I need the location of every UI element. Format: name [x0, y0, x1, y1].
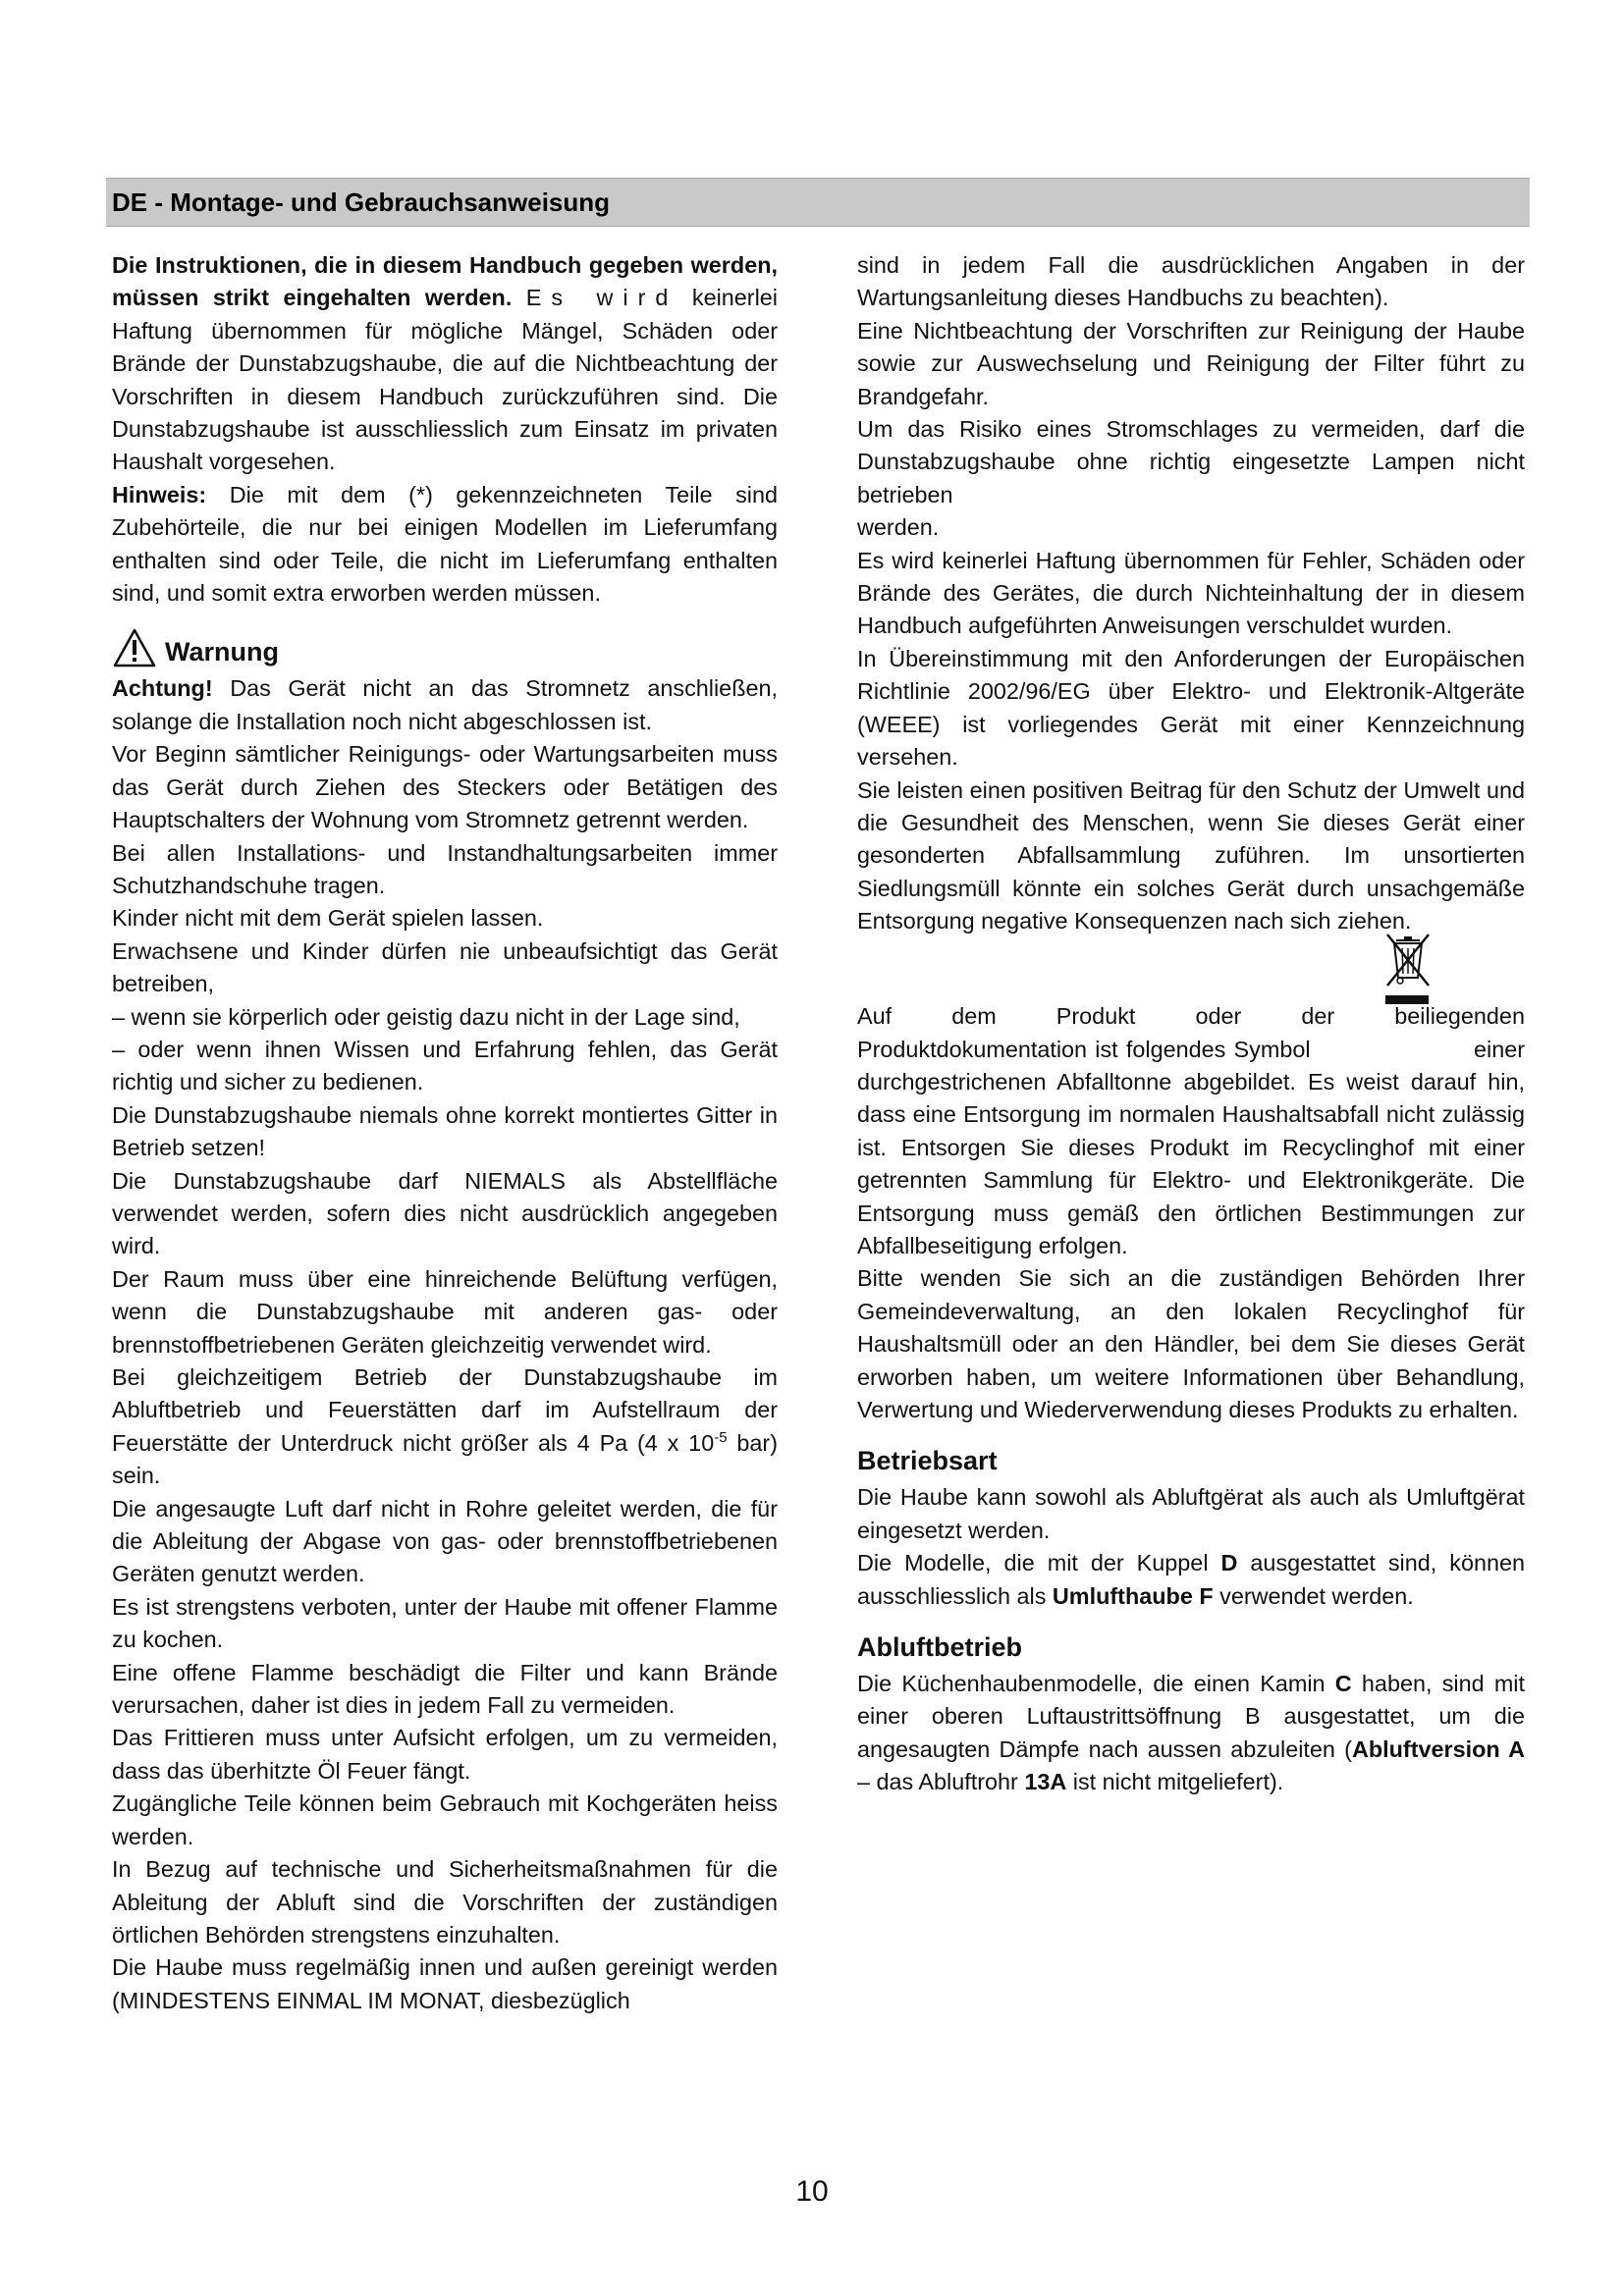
ventilation-paragraph: Der Raum muss über eine hinreichende Belüftung verfügen, wenn die Dunstabzugshaube mit anderen gas- oder brennstoffbetriebenen Geräten gleichzeitig verwendet wird.	[112, 1265, 778, 1358]
pressure-text-b: bar) sein.	[112, 1429, 778, 1489]
abluft-text-a: Die Küchenhaubenmodelle, die einen Kamin	[857, 1671, 1326, 1697]
hot-parts-paragraph: Zugängliche Teile können beim Gebrauch mit Kochgeräten heiss werden.	[112, 1790, 778, 1849]
right-column	[857, 249, 1525, 1799]
intro-bold: Die Instruktionen, die in diesem Handbuch gegeben werden, müssen strikt eingehalten werden.	[112, 252, 778, 311]
hint-label: Hinweis:	[112, 481, 207, 507]
abluft-text-e: ist nicht mitgeliefert).	[1072, 1769, 1284, 1795]
flame-paragraph: Es ist strengstens verboten, unter der Haube mit offener Flamme zu kochen.	[112, 1593, 778, 1653]
hint-paragraph	[112, 479, 778, 611]
shock-paragraph: Um das Risiko eines Stromschlages zu vermeiden, darf die Dunstabzugshaube ohne richtig eingesetzte Lampen nicht betrieben	[857, 416, 1525, 507]
regular-cleaning-paragraph: Die Haube muss regelmäßig innen und außen gereinigt werden (MINDESTENS EINMAL IM MONAT, diesbezüglich	[112, 1954, 778, 2013]
abluft-text-d: – das Abluftrohr	[857, 1769, 1018, 1795]
filter-paragraph: Eine offene Flamme beschädigt die Filter und kann Brände verursachen, daher ist dies in jedem Fall zu vermeiden.	[112, 1659, 778, 1719]
pressure-exponent: -5	[714, 1429, 728, 1447]
symbol-text-b: einer	[1473, 1036, 1525, 1062]
dash-item-1: – wenn sie körperlich oder geistig dazu nicht in der Lage sind,	[112, 1003, 740, 1030]
product-word: Auf	[857, 1003, 893, 1030]
abluft-version-label: Abluftversion A	[1351, 1735, 1525, 1762]
warning-heading	[112, 627, 778, 668]
warning-triangle-icon	[112, 627, 157, 668]
attention-label: Achtung!	[112, 675, 213, 702]
abluft-text-b: haben, sind mit einer oberen Luftaustrittsöffnung B ausgestattet, um die angesaugten Dämpfe nach aussen abzuleiten (	[857, 1671, 1526, 1762]
product-word: oder	[1195, 1003, 1242, 1030]
intro-rest: keinerlei Haftung übernommen für mögliche Mängel, Schäden oder Brände der Dunstabzugshaube, die auf die Nichtbeachtung der Vorschriften in diesem Handbuch zurückzuführen sind. Die Dunstabzugshaube ist ausschliesslich zum Einsatz im privaten Haushalt vorgesehen.	[112, 285, 778, 475]
regulations-paragraph: In Bezug auf technische und Sicherheitsmaßnahmen für die Ableitung der Abluft sind die Vorschriften der zuständigen örtlichen Behörden strengstens einzuhalten.	[112, 1856, 778, 1948]
betrieb2-text-c: verwendet werden.	[1219, 1582, 1414, 1609]
grid-paragraph: Die Dunstabzugshaube niemals ohne korrekt montiertes Gitter in Betrieb setzen!	[112, 1101, 778, 1161]
hint-text: Die mit dem (*) gekennzeichneten Teile sind Zubehörteile, die nur bei einigen Modellen im Lieferumfang enthalten sind oder Teile, die nicht im Lieferumfang enthalten sind, und somit extra erworben werden müssen.	[112, 481, 778, 607]
product-word: der	[1301, 1003, 1335, 1030]
children-paragraph: Kinder nicht mit dem Gerät spielen lassen.	[112, 905, 544, 932]
fire-risk-paragraph: Eine Nichtbeachtung der Vorschriften zur Reinigung der Haube sowie zur Auswechselung und Reinigung der Filter führt zu Brandgefahr.	[857, 317, 1525, 409]
contact-paragraph: Bitte wenden Sie sich an die zuständigen Behörden Ihrer Gemeindeverwaltung, an den lokalen Recyclinghof für Haushaltsmüll oder an den Händler, bei dem Sie dieses Gerät erworben haben, um weitere Informationen über Behandlung, Verwertung und Wiederverwendung dieses Produkts zu erhalten.	[857, 1265, 1525, 1422]
abluftbetrieb-heading: Abluftbetrieb	[857, 1632, 1022, 1663]
betrieb2-dome-label: D	[1220, 1550, 1238, 1576]
crossed-out-wheelie-bin-icon	[1382, 931, 1432, 1009]
symbol-text-rest: durchgestrichenen Abfalltonne abgebildet. Es weist darauf hin, dass eine Entsorgung im normalen Haushaltsabfall nicht zulässig ist. Entsorgen Sie dieses Produkt im Recyclinghof mit einer getrennten Sammlung für Elektro- und Elektronikgeräte. Die Entsorgung muss gemäß den örtlichen Bestimmungen zur Abfallbeseitigung erfolgen.	[857, 1068, 1525, 1258]
shock-end: werden.	[857, 514, 940, 541]
abluft-pipe-label: 13A	[1024, 1769, 1067, 1795]
attention-paragraph	[112, 672, 778, 738]
betrieb2-umluft-label: Umlufthaube F	[1052, 1582, 1214, 1609]
adults-paragraph: Erwachsene und Kinder dürfen nie unbeaufsichtigt das Gerät betreiben,	[112, 937, 778, 997]
air-paragraph: Die angesaugte Luft darf nicht in Rohre geleitet werden, die für die Ableitung der Abgase von gas- oder brennstoffbetriebenen Geräten genutzt werden.	[112, 1495, 778, 1587]
product-words-row	[857, 1000, 1525, 1033]
product-word: beiliegenden	[1394, 1003, 1525, 1030]
symbol-paragraph	[857, 1034, 1525, 1263]
abluftbetrieb-paragraph	[857, 1668, 1525, 1799]
section-header	[106, 178, 1530, 227]
dash-item-2: – oder wenn ihnen Wissen und Erfahrung fehlen, das Gerät richtig und sicher zu bedienen.	[112, 1036, 778, 1095]
betriebsart-heading: Betriebsart	[857, 1446, 998, 1476]
intro-paragraph	[112, 249, 778, 479]
liability-paragraph: Es wird keinerlei Haftung übernommen für Fehler, Schäden oder Brände des Gerätes, die durch Nichteinhaltung der in diesem Handbuch aufgeführten Anweisungen verschuldet wurden.	[857, 547, 1525, 639]
product-word: dem	[951, 1003, 997, 1030]
environment-paragraph: Sie leisten einen positiven Beitrag für den Schutz der Umwelt und die Gesundheit des Menschen, wenn Sie dieses Gerät einer gesonderten Abfallsammlung zuführen. Im unsortierten Siedlungsmüll könnte ein solches Gerät durch unsachgemäße Entsorgung negative Konsequenzen nach sich ziehen.	[857, 776, 1525, 934]
betriebsart-paragraph-2	[857, 1547, 1525, 1613]
section-title: DE - Montage- und Gebrauchsanweisung	[112, 187, 611, 217]
product-symbol-line	[857, 931, 1525, 1034]
shelf-paragraph: Die Dunstabzugshaube darf NIEMALS als Abstellfläche verwendet werden, sofern dies nicht ausdrücklich angegeben wird.	[112, 1167, 778, 1259]
product-word: Produkt	[1056, 1003, 1136, 1030]
gloves-paragraph: Bei allen Installations- und Instandhaltungsarbeiten immer Schutzhandschuhe tragen.	[112, 839, 778, 898]
left-column	[112, 249, 778, 2017]
weee-paragraph: In Übereinstimmung mit den Anforderungen der Europäischen Richtlinie 2002/96/EG über Elektro- und Elektronik-Altgeräte (WEEE) ist vorliegendes Gerät mit einer Kennzeichnung versehen.	[857, 645, 1525, 771]
cleaning-paragraph: Vor Beginn sämtlicher Reinigungs- oder Wartungsarbeiten muss das Gerät durch Ziehen des Steckers oder Betätigen des Hauptschalters der Wohnung vom Stromnetz getrennt werden.	[112, 741, 778, 833]
pressure-paragraph	[112, 1362, 778, 1493]
continuation-paragraph: sind in jedem Fall die ausdrücklichen Angaben in der Wartungsanleitung dieses Handbuchs zu beachten).	[857, 252, 1525, 311]
intro-spaced: Es wird	[525, 285, 678, 311]
attention-text: Das Gerät nicht an das Stromnetz anschließen, solange die Installation noch nicht abgeschlossen ist.	[112, 675, 778, 734]
abluft-chimney-label: C	[1334, 1671, 1352, 1697]
frying-paragraph: Das Frittieren muss unter Aufsicht erfolgen, um zu vermeiden, dass das überhitzte Öl Feuer fängt.	[112, 1725, 778, 1784]
betriebsart-paragraph-1: Die Haube kann sowohl als Abluftgërat als auch als Umluftgërat eingesetzt werden.	[857, 1484, 1525, 1543]
betrieb2-text-a: Die Modelle, die mit der Kuppel	[857, 1550, 1209, 1576]
pressure-text-a: Bei gleichzeitigem Betrieb der Dunstabzugshaube im Abluftbetrieb und Feuerstätten darf im Aufstellraum der Feuerstätte der Unterdruck nicht größer als 4 Pa (4 x 10	[112, 1364, 778, 1456]
symbol-text-a: Produktdokumentation ist folgendes Symbol	[857, 1036, 1311, 1062]
betrieb2-text-b: ausgestattet sind, können ausschliesslich als	[857, 1550, 1525, 1609]
page-number: 10	[795, 2175, 829, 2208]
warning-heading-text: Warnung	[165, 637, 279, 667]
